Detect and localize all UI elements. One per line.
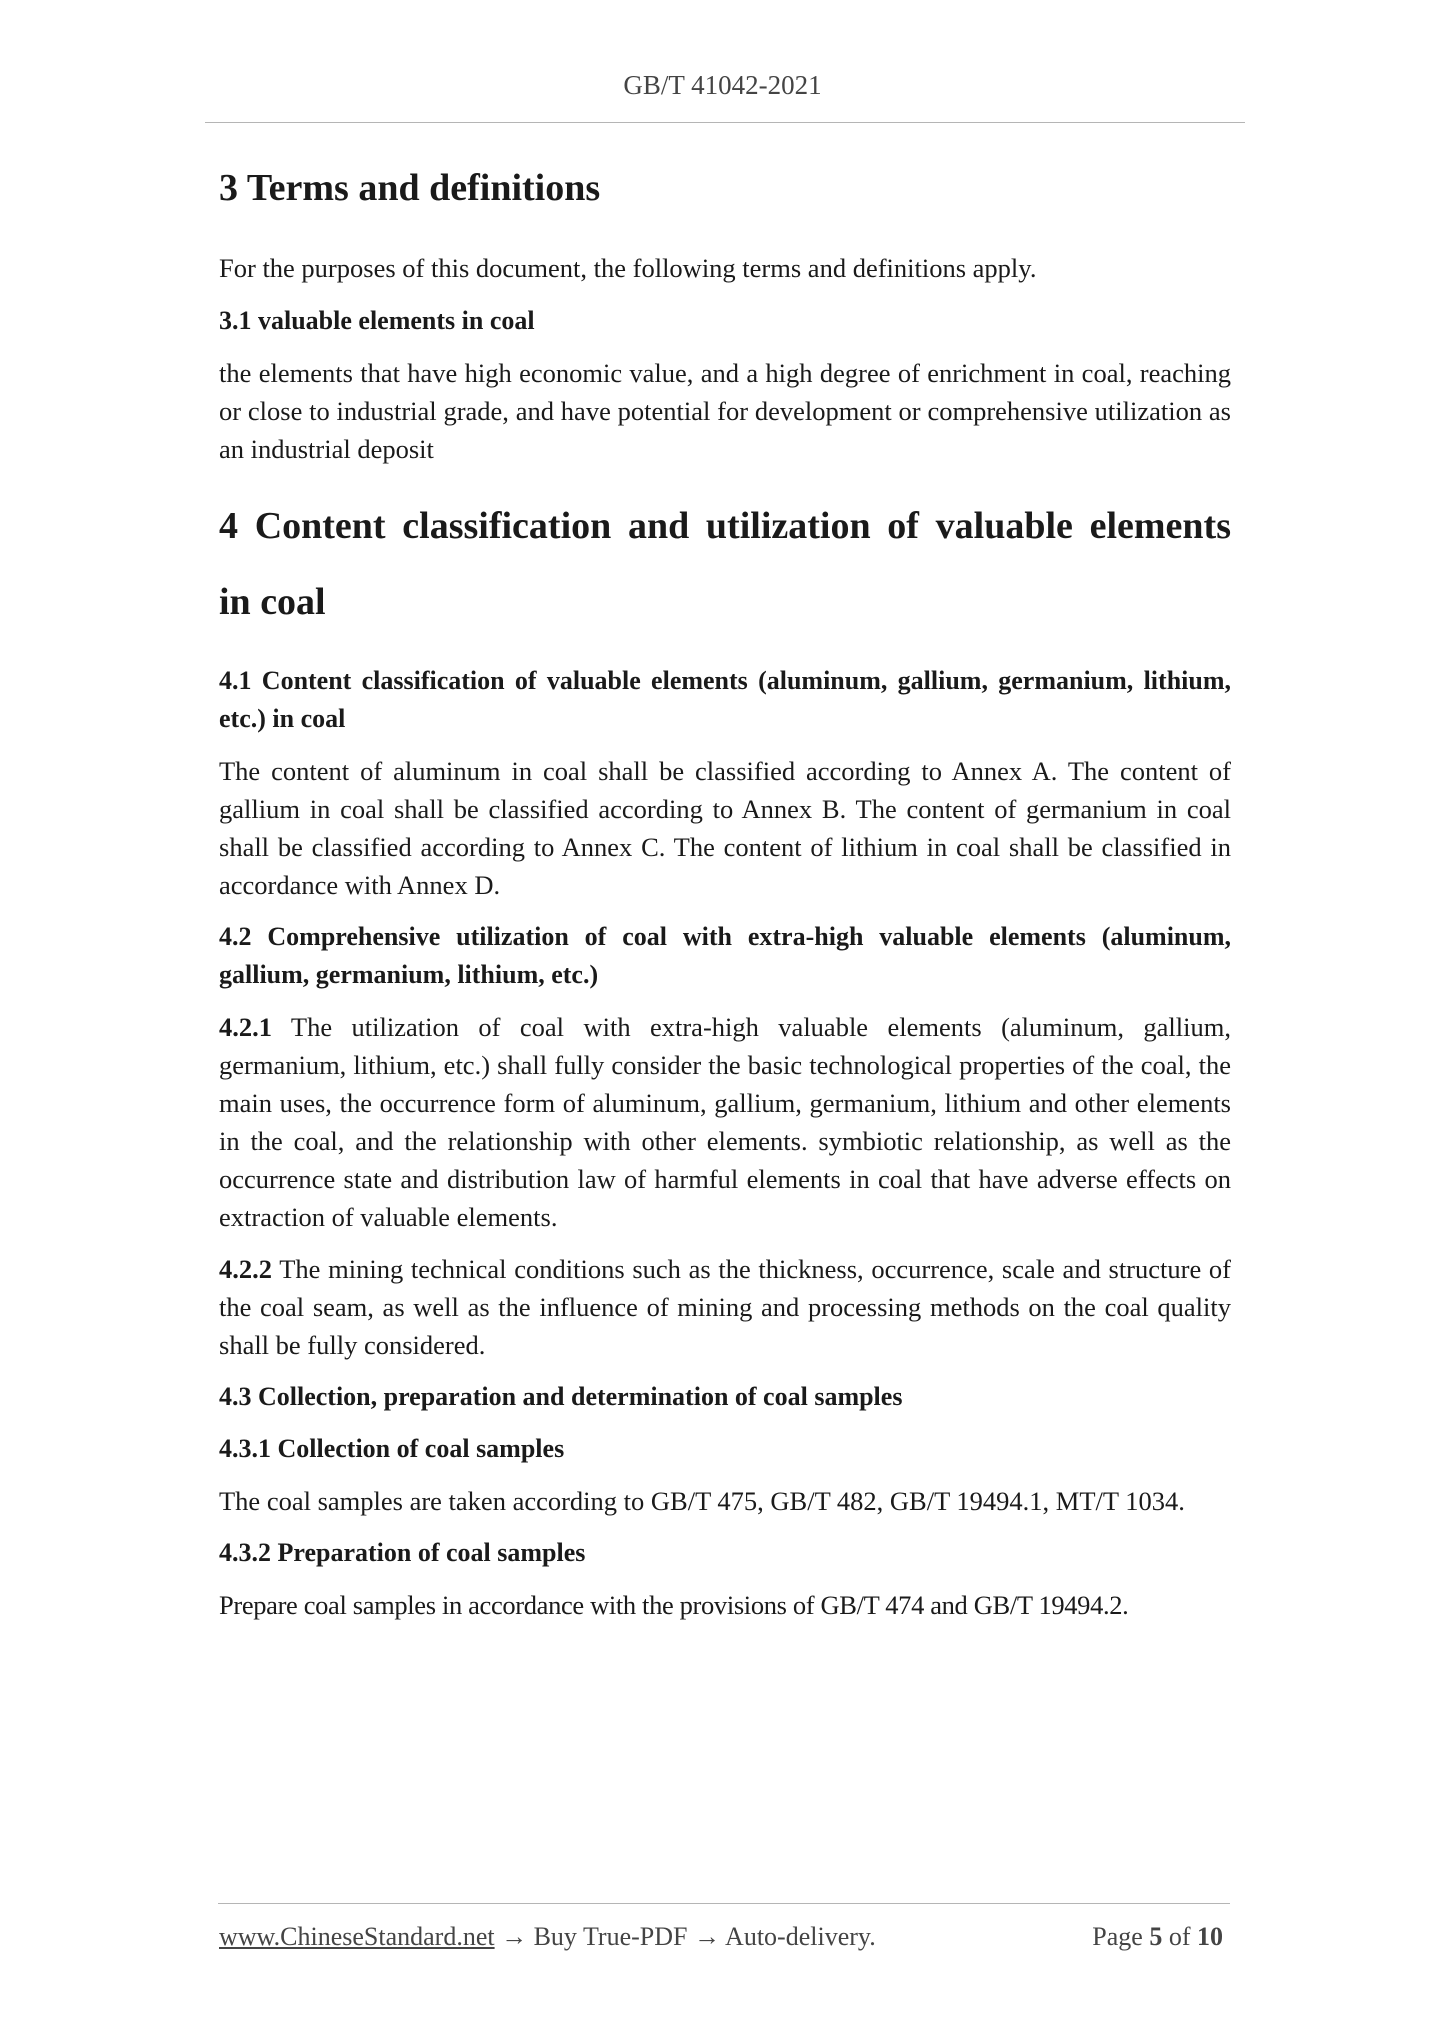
section-4-3-2-text: Prepare coal samples in accordance with the provisions of GB/T 474 and GB/T 19494.2.: [219, 1589, 1129, 1620]
section-4-2-1-number: 4.2.1: [219, 1011, 272, 1042]
section-3-intro: For the purposes of this document, the following terms and definitions apply.: [219, 252, 1037, 283]
section-4-2-2-number: 4.2.2: [219, 1253, 272, 1284]
section-4-3-1-heading: 4.3.1 Collection of coal samples: [219, 1433, 565, 1463]
section-4-3-1-text: The coal samples are taken according to GB/T 475, GB/T 482, GB/T 19494.1, MT/T 1034.: [219, 1485, 1185, 1516]
section-3-1-definition: the elements that have high economic value, and a high degree of enrichment in coal, reaching or close to industrial grade, and have potential for development or comprehensive utilization as an industrial deposit: [219, 357, 1231, 464]
section-3-heading: 3 Terms and definitions: [219, 167, 601, 209]
footer-left: [219, 1922, 876, 1952]
section-4-1-text: The content of aluminum in coal shall be classified according to Annex A. The content of gallium in coal shall be classified according to Annex B. The content of germanium in coal shall be classified according to Annex C. The content of lithium in coal shall be classified in accordance with Annex D.: [219, 755, 1231, 900]
section-4-3-heading: 4.3 Collection, preparation and determination of coal samples: [219, 1381, 903, 1411]
header-divider: [205, 122, 1245, 123]
document-body: [219, 165, 1231, 1624]
page-footer: [219, 1922, 1231, 1952]
page-current: 5: [1149, 1922, 1163, 1951]
section-4-heading-line2: in coal: [219, 580, 326, 623]
page-total: 10: [1197, 1922, 1223, 1951]
section-4-2-heading: 4.2 Comprehensive utilization of coal with extra-high valuable elements (aluminum, gallium, germanium, lithium, etc.): [219, 921, 1231, 989]
section-4-2-2-text: The mining technical conditions such as the thickness, occurrence, scale and structure of the coal seam, as well as the influence of mining and processing methods on the coal quality shall be fully considered.: [219, 1253, 1231, 1360]
section-4-2-1-text: The utilization of coal with extra-high valuable elements (aluminum, gallium, germanium, lithium, etc.) shall fully consider the basic technological properties of the coal, the main uses, the occurrence form of aluminum, gallium, germanium, lithium and other elements in the coal, and the relationship with other elements. symbiotic relationship, as well as the occurrence state and distribution law of harmful elements in coal that have adverse effects on extraction of valuable elements.: [219, 1011, 1231, 1232]
section-4-3-2-heading: 4.3.2 Preparation of coal samples: [219, 1537, 586, 1567]
website-link[interactable]: www.ChineseStandard.net: [219, 1922, 495, 1951]
page-of: of: [1168, 1922, 1191, 1951]
section-4-heading: [219, 488, 1231, 640]
section-4-2-1-paragraph: [219, 1008, 1231, 1236]
section-4-heading-line1: 4 Content classification and utilization of valuable elements: [219, 504, 1231, 547]
page-indicator: [1092, 1922, 1231, 1952]
footer-divider: [218, 1903, 1230, 1904]
section-4-1-heading: 4.1 Content classification of valuable elements (aluminum, gallium, germanium, lithium, etc.) in coal: [219, 665, 1231, 733]
page-label: Page: [1092, 1922, 1143, 1951]
section-4-2-2-paragraph: [219, 1250, 1231, 1364]
document-id-header: GB/T 41042-2021: [623, 70, 822, 100]
section-3-1-heading: 3.1 valuable elements in coal: [219, 305, 535, 335]
footer-promo-text: → Buy True-PDF → Auto-delivery.: [494, 1922, 876, 1951]
